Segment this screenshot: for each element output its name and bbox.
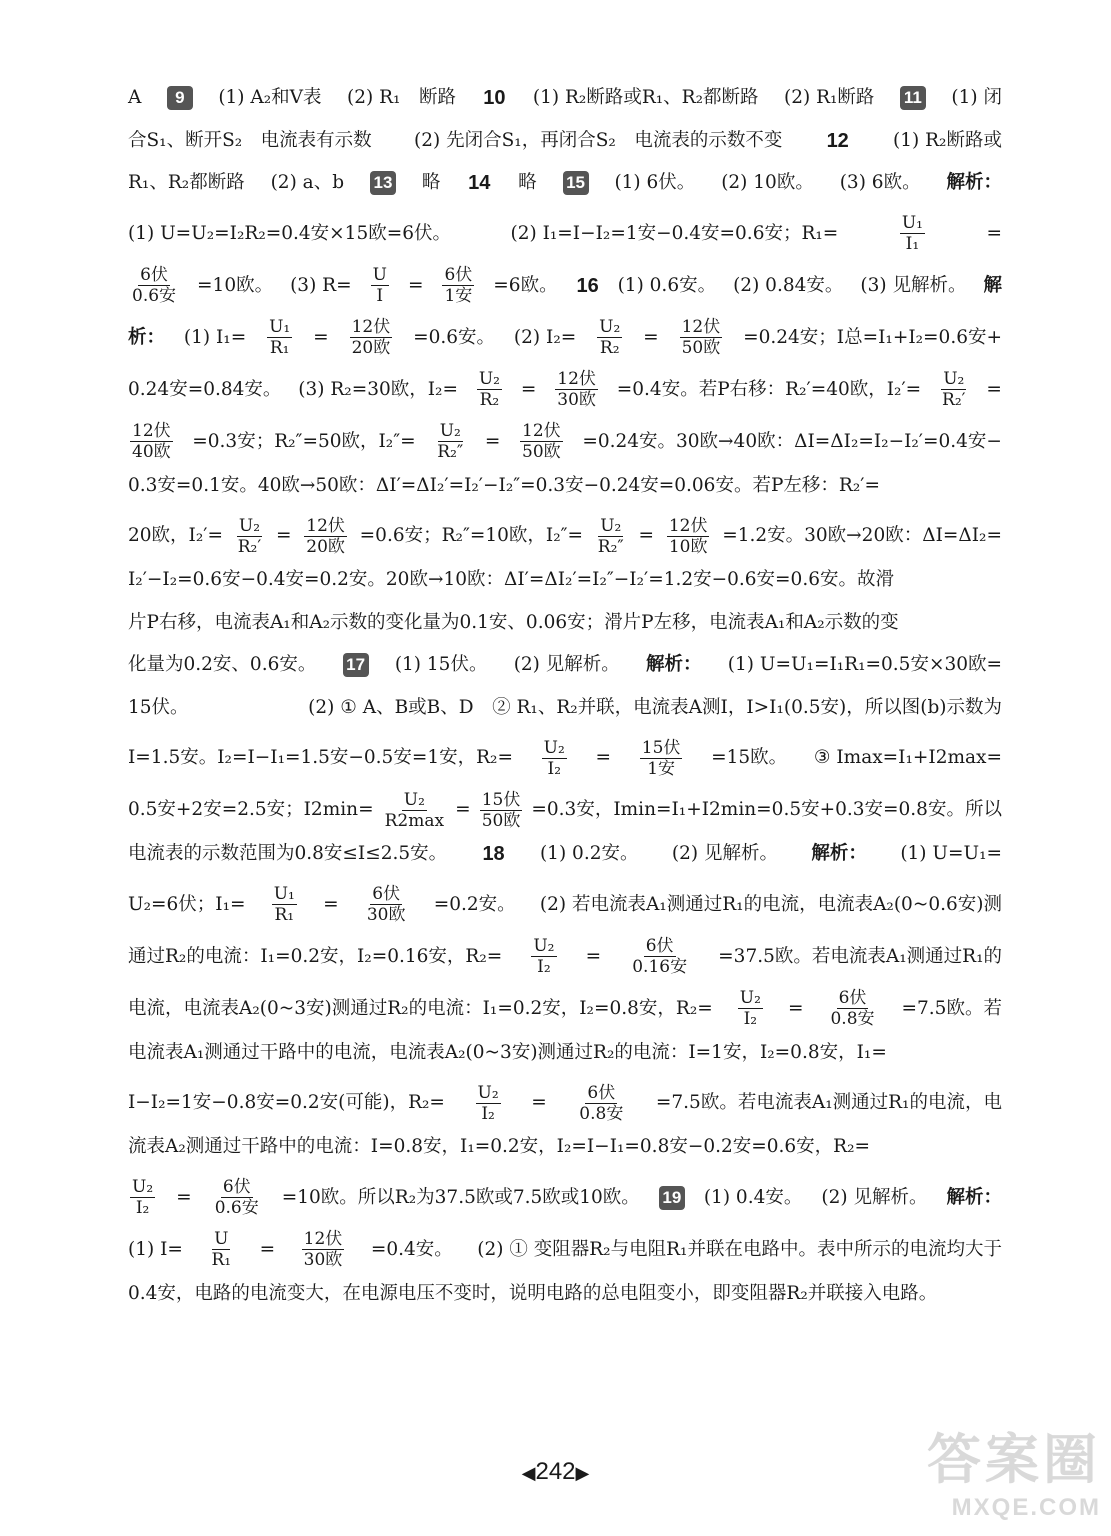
fraction-numerator: U₁	[273, 884, 295, 904]
fraction-denominator: R₂′	[237, 536, 262, 557]
fraction-numerator: 12伏	[303, 1229, 343, 1249]
text-segment: (2) 若电流表A₁测通过R₁的电流，电流表A₂(0~0.6安)测	[539, 893, 1002, 915]
fraction-numerator: U₂	[533, 936, 555, 956]
text-segment: U₂=6伏；I₁=	[128, 893, 246, 915]
text-segment: =	[484, 430, 501, 452]
fraction	[900, 213, 925, 254]
fraction	[738, 988, 763, 1029]
text-segment: =7.5欧。若电流表A₁测通过R₁的电流，电	[655, 1092, 1002, 1113]
text-segment: =0.3安，Imin=I₁+I2min=0.5安+0.3安=0.8安。所以	[531, 799, 1002, 820]
text-segment: =0.24安；I总=I₁+I₂=0.6安+	[743, 326, 1002, 348]
fraction-denominator: 1安	[647, 758, 676, 779]
fraction-denominator: 30欧	[303, 1250, 343, 1270]
question-number-badge: 15	[563, 171, 589, 195]
text-segment: (3) R=	[290, 274, 352, 296]
text-segment: 电流表A₁测通过干路中的电流，电流表A₂(0~3安)测通过R₂的电流：I=1安，I₂=0.8安，I₁=	[128, 1041, 887, 1063]
fraction	[213, 1177, 261, 1218]
text-segment: =0.3安；R₂″=50欧，I₂″=	[192, 430, 416, 452]
fraction-numerator: 12伏	[668, 515, 708, 536]
fraction	[302, 1229, 345, 1270]
fraction-denominator: R₂′	[942, 390, 966, 410]
text-segment: =	[275, 525, 292, 546]
fraction-numerator: U₂	[439, 421, 461, 441]
right-arrow-icon: ▶	[575, 1463, 590, 1483]
fraction	[680, 317, 723, 358]
text-segment: =0.6安；R₂″=10欧，I₂″=	[359, 525, 584, 546]
watermark-line2: MXQE.COM	[951, 1494, 1101, 1521]
fraction-denominator: I₁	[905, 234, 920, 254]
text-segment: (1) 0.4安。	[703, 1186, 803, 1208]
fraction	[267, 317, 292, 358]
fraction	[435, 421, 465, 462]
text-segment: (1) U=U₂=I₂R₂=0.4安×15欧=6伏。	[128, 222, 451, 244]
text-segment: =15欧。	[711, 747, 788, 768]
text-segment: =	[531, 1092, 547, 1113]
text-segment: (1) R₂断路或R₁、R₂都断路	[532, 87, 759, 108]
text-segment: (2) 0.84安。	[733, 274, 844, 296]
text-line	[128, 84, 1002, 112]
text-segment: (2) ① A、B或B、D ② R₁、R₂并联，电流表A测I，I>I₁(0.5安)，所以图(b)示数为	[308, 696, 1002, 718]
text-segment: =	[455, 799, 471, 820]
fraction-numerator: 6伏	[444, 265, 473, 285]
fraction	[542, 738, 567, 779]
fraction	[304, 516, 347, 557]
text-segment: I−I₂=1安−0.8安=0.2安(可能)，R₂=	[128, 1092, 445, 1113]
text-line	[128, 651, 1002, 679]
watermark-line1: 答案圈	[927, 1430, 1101, 1490]
fraction-denominator: 20欧	[351, 338, 391, 358]
fraction	[442, 265, 474, 306]
fraction-numerator: 12伏	[351, 317, 391, 337]
question-number-badge: 19	[659, 1186, 685, 1210]
fraction-denominator: R₂″	[597, 536, 624, 557]
text-segment: (2) I₂=	[513, 326, 577, 348]
text-segment: R₁、R₂都断路	[128, 172, 245, 193]
fraction	[597, 317, 622, 358]
analysis-label: 解析：	[946, 1186, 1002, 1208]
fraction-denominator: 50欧	[481, 810, 521, 831]
text-segment: (1) 0.6安。	[617, 274, 717, 296]
text-line	[128, 1228, 1002, 1272]
text-segment: (1) R₂断路或	[893, 129, 1002, 151]
text-line	[128, 566, 1002, 594]
question-number-badge: 9	[167, 86, 193, 110]
text-line	[128, 212, 1002, 256]
fraction-numerator: 6伏	[372, 884, 401, 904]
text-segment: 0.24安=0.84安。	[128, 378, 282, 400]
text-segment: (2) 10欧。	[721, 172, 814, 193]
text-segment: =	[176, 1186, 192, 1208]
text-segment: (2) ① 变阻器R₂与电阻R₁并联在电路中。表中所示的电流均大于	[477, 1238, 1002, 1260]
question-number-badge: 11	[900, 86, 926, 110]
fraction	[667, 516, 710, 557]
fraction-denominator: I₂	[547, 758, 562, 779]
text-segment: (1) U=U₁=	[900, 843, 1002, 864]
fraction-denominator: 40欧	[132, 442, 171, 462]
text-segment: =	[638, 525, 655, 546]
text-line	[128, 316, 1002, 360]
text-segment: (2) 先闭合S₁，再闭合S₂ 电流表的示数不变	[414, 129, 783, 151]
analysis-label: 解析：	[946, 172, 1002, 193]
text-line	[128, 840, 1002, 868]
text-segment: (2) a、b	[270, 172, 345, 193]
answer-text-body	[128, 84, 1002, 1322]
text-segment: 略	[421, 172, 441, 193]
fraction-numerator: 12伏	[681, 317, 721, 337]
fraction-numerator: U₂	[543, 737, 565, 758]
fraction-denominator: 20欧	[306, 536, 345, 557]
text-segment: (2) 见解析。	[671, 843, 778, 864]
fraction	[371, 265, 389, 306]
text-segment: 0.5安+2安=2.5安；I2min=	[128, 799, 374, 820]
question-number: 10	[483, 87, 506, 109]
question-number: 16	[576, 274, 599, 297]
watermark-logo	[927, 1417, 1101, 1522]
text-segment: 电流，电流表A₂(0~3安)测通过R₂的电流：I₁=0.2安，I₂=0.8安，R₂=	[128, 997, 713, 1019]
text-segment: 通过R₂的电流：I₁=0.2安，I₂=0.16安，R₂=	[128, 945, 503, 967]
text-segment: =0.4安。若P右移：R₂′=40欧，I₂′=	[616, 378, 922, 400]
text-segment: 15伏。	[128, 696, 189, 718]
text-segment: A	[128, 87, 142, 108]
fraction-numerator: 12伏	[557, 369, 596, 389]
text-segment: (1) 闭	[951, 87, 1002, 108]
text-segment: =	[259, 1238, 276, 1260]
fraction-numerator: U₂	[132, 1177, 154, 1197]
text-line	[128, 1039, 1002, 1067]
fraction-numerator: U₁	[901, 213, 923, 233]
text-line	[128, 514, 1002, 558]
analysis-label: 解析：	[646, 654, 702, 675]
text-segment: (1) 6伏。	[614, 172, 696, 193]
fraction-denominator: R₂″	[437, 442, 464, 462]
fraction-denominator: 0.8安	[579, 1103, 624, 1124]
fraction-numerator: 15伏	[641, 737, 681, 758]
text-segment: (3) R₂=30欧，I₂=	[298, 378, 458, 400]
text-segment: =0.24安。30欧→40欧：ΔI=ΔI₂=I₂−I₂′=0.4安−	[582, 430, 1002, 452]
fraction-numerator: 15伏	[481, 789, 521, 810]
analysis-label: 解	[983, 274, 1002, 296]
fraction-denominator: 30欧	[366, 905, 406, 925]
text-segment: =	[313, 326, 329, 348]
text-segment: =37.5欧。若电流表A₁测通过R₁的	[718, 945, 1002, 967]
fraction-denominator: R₂	[479, 390, 500, 410]
text-segment: =	[585, 945, 602, 967]
text-segment: =6欧。	[493, 274, 558, 296]
fraction-denominator: 30欧	[557, 390, 596, 410]
text-segment: 合S₁、断开S₂ 电流表有示数	[128, 129, 372, 151]
text-segment: =	[323, 893, 339, 915]
fraction-denominator: 0.6安	[132, 286, 177, 306]
text-segment: 片P右移，电流表A₁和A₂示数的变化量为0.1安、0.06安；滑片P左移，电流表A₁和A₂示数的变	[128, 611, 899, 633]
fraction-numerator: U₂	[478, 369, 500, 389]
fraction-denominator: 1安	[444, 286, 473, 306]
fraction	[596, 516, 626, 557]
text-segment: =10欧。	[197, 274, 274, 296]
fraction	[130, 265, 178, 306]
fraction-denominator: R2max	[384, 810, 445, 831]
fraction-denominator: R₁	[211, 1250, 232, 1270]
text-segment: (1) A₂和V表	[218, 87, 322, 108]
fraction	[350, 317, 393, 358]
fraction-denominator: 50欧	[522, 442, 561, 462]
fraction	[476, 1083, 501, 1124]
text-segment: (3) 6欧。	[839, 172, 921, 193]
text-segment: 化量为0.2安、0.6安。	[128, 654, 317, 675]
fraction-denominator: R₂	[599, 338, 620, 358]
fraction-numerator: 6伏	[645, 936, 674, 956]
fraction	[236, 516, 263, 557]
fraction-numerator: 12伏	[306, 515, 345, 536]
text-line	[128, 472, 1002, 500]
text-segment: (1) 0.2安。	[539, 843, 639, 864]
text-line	[128, 420, 1002, 464]
text-segment: I=1.5安。I₂=I−I₁=1.5安−0.5安=1安，R₂=	[128, 747, 513, 768]
fraction	[828, 988, 876, 1029]
question-number: 18	[482, 843, 505, 865]
text-line	[128, 987, 1002, 1031]
fraction-numerator: U	[372, 265, 387, 285]
text-line	[128, 694, 1002, 722]
fraction-numerator: 12伏	[132, 421, 171, 441]
fraction-numerator: U₂	[599, 317, 621, 337]
text-line	[128, 1133, 1002, 1161]
text-segment: (2) R₁断路	[783, 87, 875, 108]
fraction-denominator: 0.6安	[214, 1198, 259, 1218]
text-segment: =1.2安。30欧→20欧：ΔI=ΔI₂=	[722, 525, 1002, 546]
fraction-numerator: U₂	[477, 1082, 499, 1103]
fraction-denominator: 10欧	[668, 536, 708, 557]
text-segment: (1) I=	[128, 1238, 183, 1260]
fraction	[480, 790, 523, 831]
text-line	[128, 368, 1002, 412]
text-segment: =0.2安。	[433, 893, 516, 915]
text-line	[128, 1280, 1002, 1308]
fraction-denominator: I₂	[135, 1198, 150, 1218]
fraction-numerator: 12伏	[522, 421, 561, 441]
text-segment: 20欧，I₂′=	[128, 525, 223, 546]
text-segment: (1) U=U₁=I₁R₁=0.5安×30欧=	[727, 654, 1002, 675]
fraction-numerator: 6伏	[838, 988, 867, 1008]
fraction	[630, 936, 689, 977]
fraction-denominator: R₁	[269, 338, 290, 358]
text-segment: (2) R₁ 断路	[347, 87, 456, 108]
text-segment: ③ Imax=I₁+I2max=	[813, 747, 1002, 768]
fraction-numerator: 6伏	[140, 265, 168, 285]
text-segment: =	[520, 378, 537, 400]
fraction-numerator: U	[214, 1229, 229, 1249]
question-number: 14	[468, 172, 491, 194]
left-arrow-icon: ◀	[521, 1463, 536, 1483]
fraction-numerator: U₁	[269, 317, 291, 337]
fraction-numerator: U₂	[739, 988, 761, 1008]
question-number-badge: 13	[370, 171, 396, 195]
text-segment: (2) 见解析。	[513, 654, 620, 675]
fraction	[383, 790, 446, 831]
text-segment: =	[986, 222, 1002, 244]
text-segment: 0.4安，电路的电流变大，在电源电压不变时，说明电路的总电阻变小，即变阻器R₂并联接入电路。	[128, 1282, 938, 1304]
text-segment: (2) 见解析。	[821, 1186, 928, 1208]
text-segment: =7.5欧。若	[901, 997, 1002, 1019]
question-number: 12	[826, 129, 849, 152]
text-segment: (3) 见解析。	[860, 274, 967, 296]
fraction-denominator: I₂	[537, 957, 551, 977]
question-number-badge: 17	[343, 653, 369, 677]
fraction-numerator: 6伏	[222, 1177, 251, 1197]
fraction	[577, 1083, 625, 1124]
fraction	[477, 369, 502, 410]
fraction-denominator: 0.16安	[632, 957, 688, 977]
text-segment: =	[986, 378, 1002, 400]
fraction-numerator: U₂	[238, 515, 261, 536]
text-line	[128, 935, 1002, 979]
fraction	[640, 738, 683, 779]
text-segment: =10欧。所以R₂为37.5欧或7.5欧或10欧。	[281, 1186, 640, 1208]
text-segment: (1) 15伏。	[394, 654, 488, 675]
fraction-denominator: 0.8安	[830, 1009, 875, 1029]
text-segment: =0.4安。	[370, 1238, 453, 1260]
fraction-numerator: U₂	[403, 789, 425, 810]
text-segment: 略	[518, 172, 537, 193]
text-line	[128, 127, 1002, 155]
text-line	[128, 1081, 1002, 1125]
text-segment: (1) I₁=	[183, 326, 247, 348]
fraction	[272, 884, 297, 925]
text-segment: =0.6安。	[413, 326, 496, 348]
text-segment: =	[643, 326, 659, 348]
text-line	[128, 169, 1002, 197]
text-segment: 0.3安=0.1安。40欧→50欧：ΔI′=ΔI₂′=I₂′−I₂″=0.3安−0.24安=0.06安。若P左移：R₂′=	[128, 474, 880, 496]
text-segment: =	[787, 997, 804, 1019]
fraction-denominator: 50欧	[681, 338, 721, 358]
analysis-label: 析：	[128, 326, 166, 348]
fraction	[130, 1177, 155, 1218]
fraction	[365, 884, 408, 925]
fraction-denominator: R₁	[274, 905, 295, 925]
fraction-denominator: I₂	[481, 1103, 495, 1124]
fraction	[940, 369, 967, 410]
analysis-label: 解析：	[811, 843, 867, 864]
text-segment: 电流表的示数范围为0.8安≤I≤2.5安。	[128, 843, 448, 864]
fraction-numerator: U₂	[600, 515, 622, 536]
text-line	[128, 883, 1002, 927]
fraction	[209, 1229, 233, 1270]
fraction-numerator: 6伏	[587, 1082, 616, 1103]
fraction-denominator: I	[376, 286, 384, 306]
text-line	[128, 736, 1002, 780]
text-line	[128, 264, 1002, 308]
page-number: 242	[535, 1458, 576, 1485]
text-segment: (2) I₁=I−I₂=1安−0.4安=0.6安；R₁=	[510, 222, 839, 244]
fraction	[555, 369, 598, 410]
text-segment: 流表A₂测通过干路中的电流：I=0.8安，I₁=0.2安，I₂=I−I₁=0.8安−0.2安=0.6安，R₂=	[128, 1136, 871, 1157]
fraction-denominator: I₂	[743, 1009, 758, 1029]
fraction	[130, 421, 173, 462]
fraction	[520, 421, 563, 462]
fraction-numerator: U₂	[943, 369, 965, 389]
text-segment: =	[595, 747, 612, 768]
fraction	[531, 936, 556, 977]
text-line	[128, 609, 1002, 637]
text-line	[128, 1176, 1002, 1220]
text-line	[128, 788, 1002, 832]
text-segment: I₂′−I₂=0.6安−0.4安=0.2安。20欧→10欧：ΔI′=ΔI₂′=I₂″−I₂′=1.2安−0.6安=0.6安。故滑	[128, 569, 894, 590]
text-segment: =	[407, 274, 424, 296]
